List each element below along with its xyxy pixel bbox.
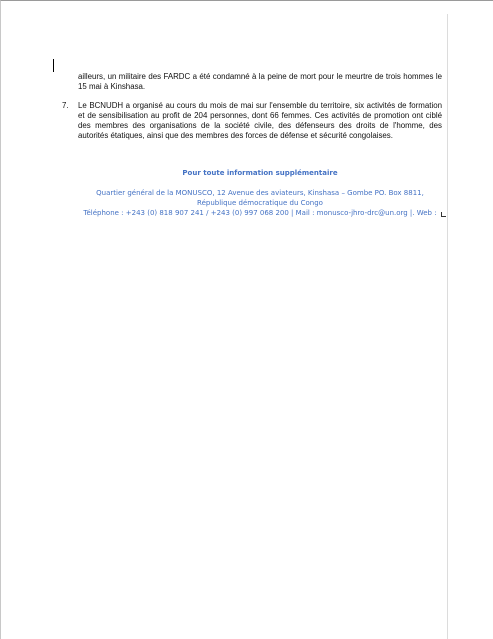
paragraph-continuation: ailleurs, un militaire des FARDC a été condamné à la peine de mort pour le meurtre de trois hommes le 15 mai à Kinshasa. <box>78 72 442 91</box>
text-cursor <box>53 59 54 72</box>
footer-heading: Pour toute information supplémentaire <box>182 169 338 177</box>
margin-corner-mark <box>441 212 446 217</box>
list-item-text: Le BCNUDH a organisé au cours du mois de mai sur l'ensemble du territoire, six activités de formation et de sensibilisation au profit de 204 personnes, dont 66 femmes. Ces activités de promotion ont ciblé des membres des organisations de la société civile, des défenseurs des droits de l'homme, des autorités étatiques, ainsi que des membres des forces de défense et sécurité congolaises. <box>78 101 442 140</box>
footer-contact[interactable]: Téléphone : +243 (0) 818 907 241 / +243 (0) 997 068 200 | Mail : monusco-jhro-drc@un.org |. Web : <box>83 209 437 217</box>
list-item-7 <box>62 101 442 141</box>
page-margin-line <box>447 14 448 639</box>
footer-address: Quartier général de la MONUSCO, 12 Avenue des aviateurs, Kinshasa – Gombe PO. Box 8811, République démocratique du Congo <box>96 189 424 207</box>
list-item-number: 7. <box>62 101 69 110</box>
